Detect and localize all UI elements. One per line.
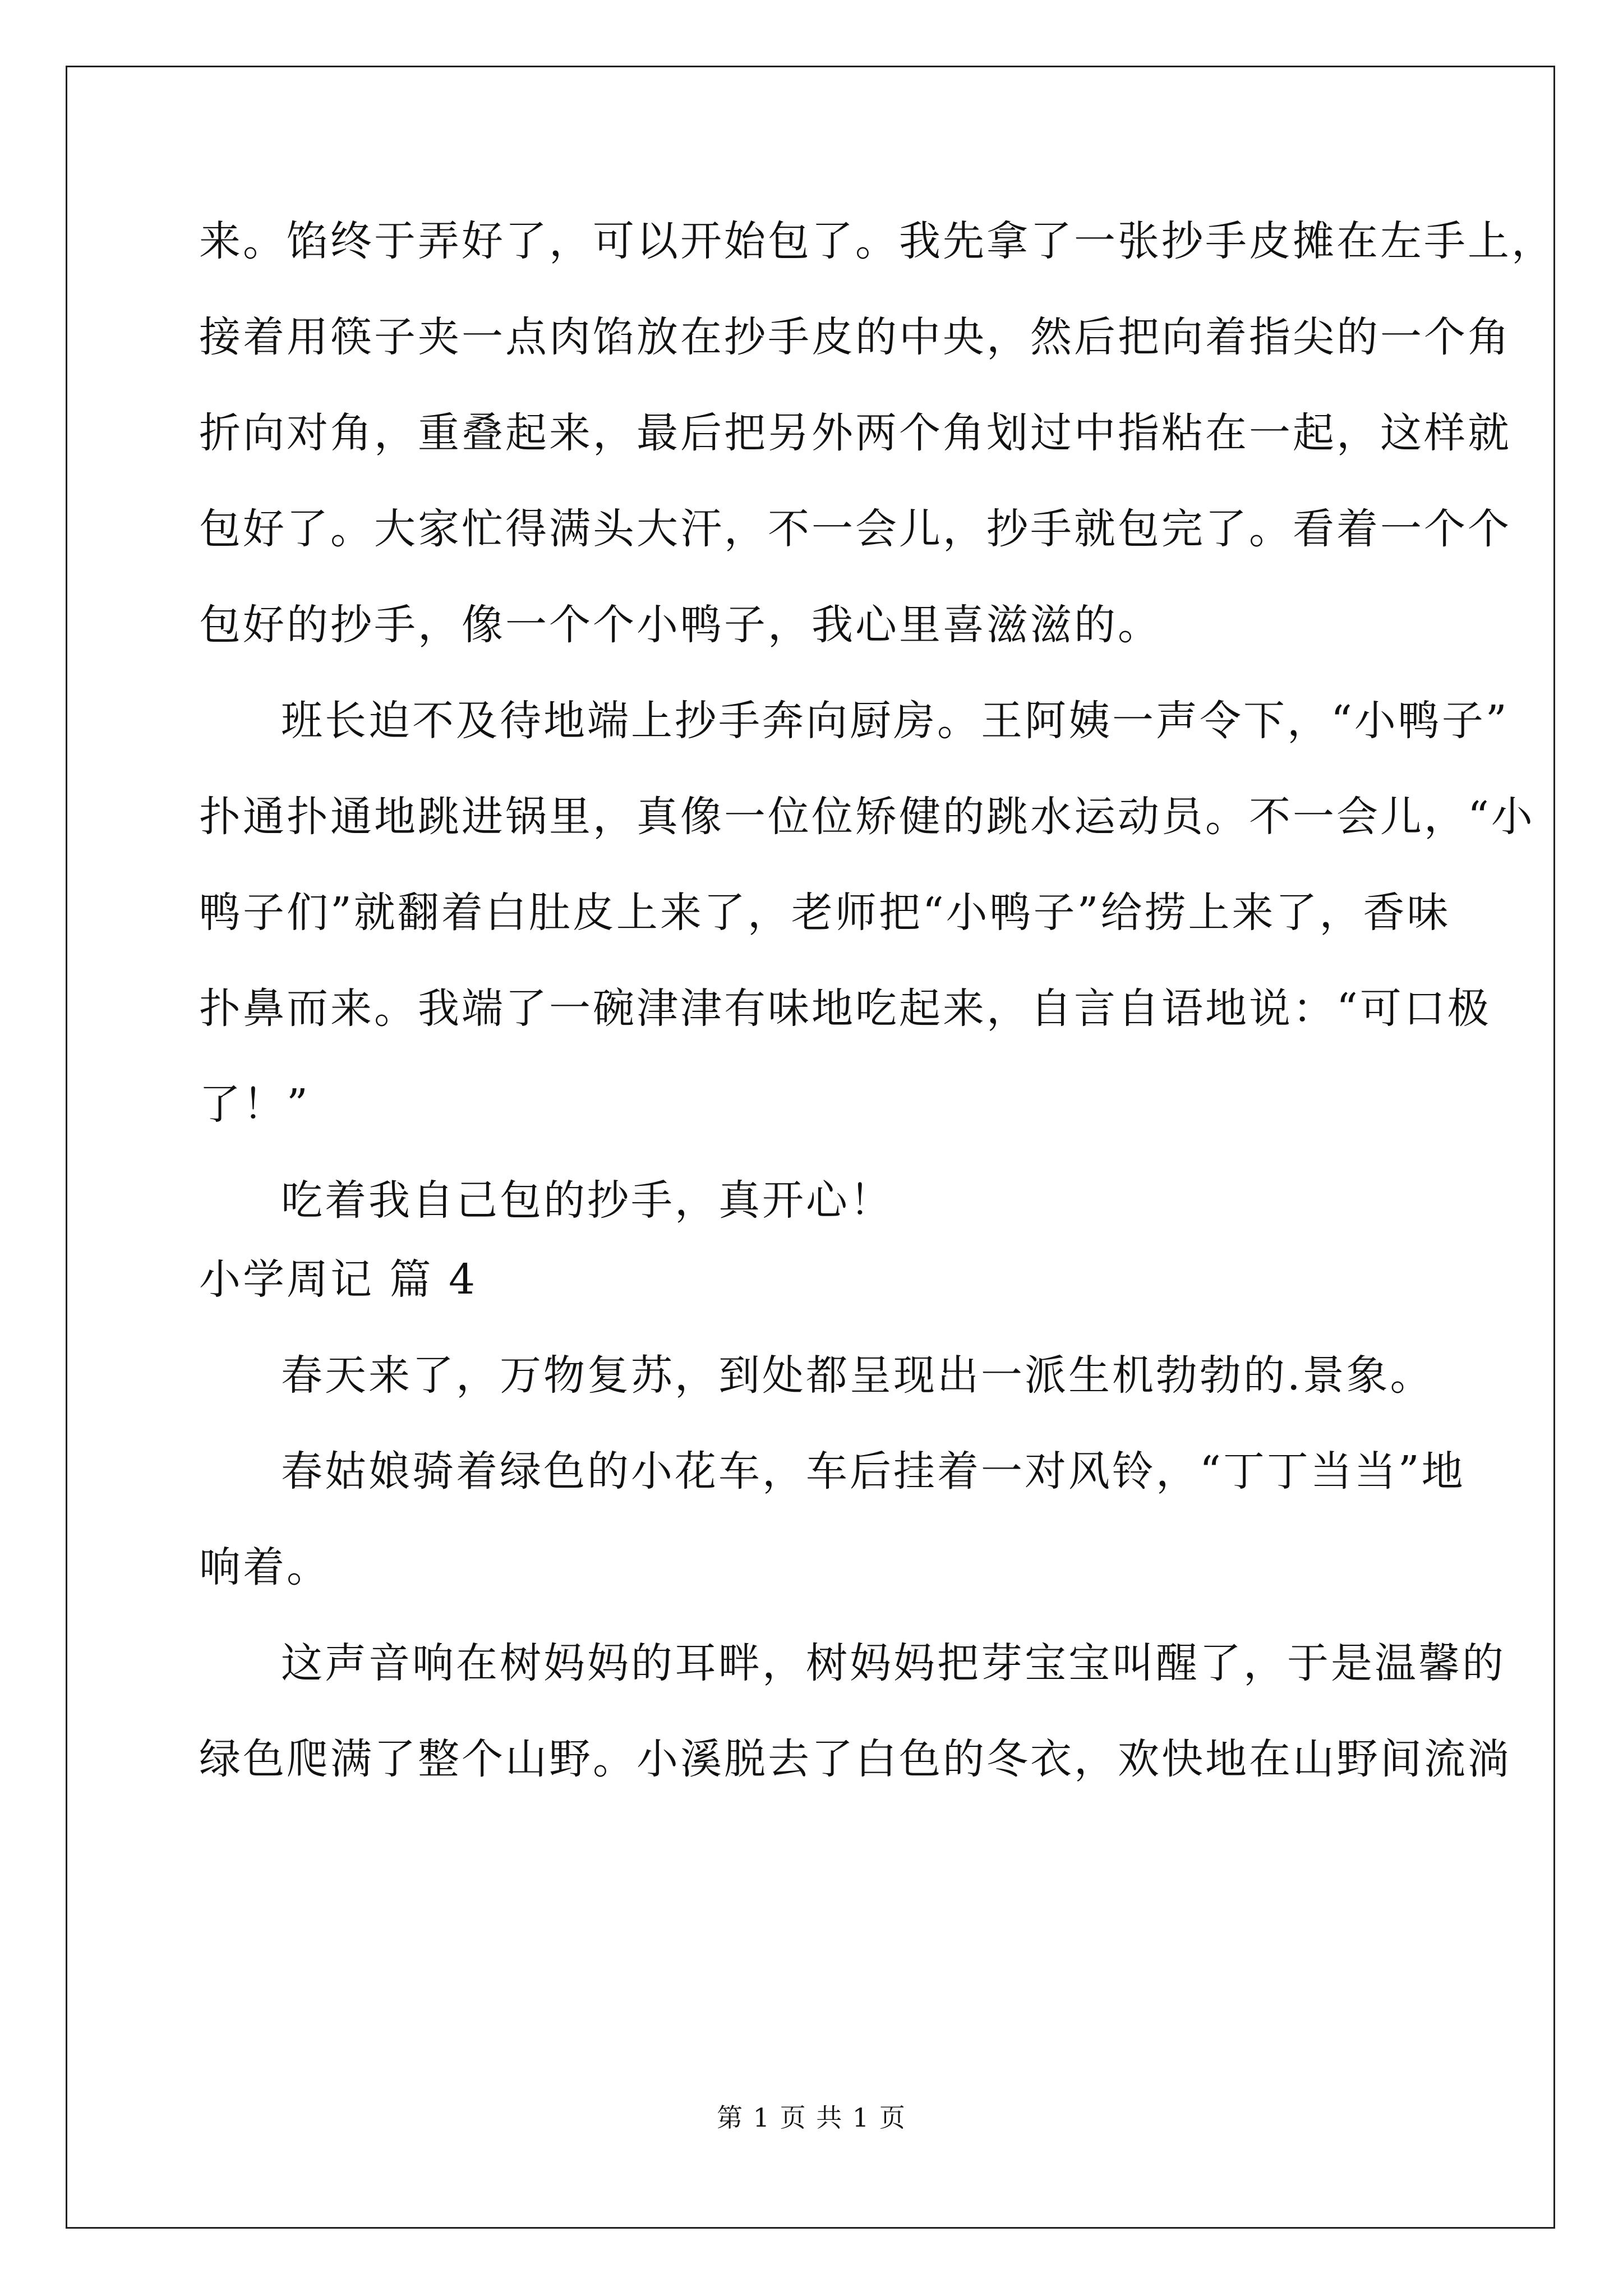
section-heading: 小学周记 篇 4 bbox=[199, 1255, 478, 1304]
text-line-2: 接着用筷子夹一点肉馅放在抄手皮的中央，然后把向着指尖的一个角 bbox=[199, 313, 1511, 361]
text-line-1: 来。馅终于弄好了，可以开始包了。我先拿了一张抄手皮摊在左手上， bbox=[199, 217, 1555, 265]
text-line-3: 折向对角，重叠起来，最后把另外两个角划过中指粘在一起，这样就 bbox=[199, 409, 1511, 457]
paragraph-4-start: 春天来了，万物复苏，到处都呈现出一派生机勃勃的.景象。 bbox=[281, 1351, 1434, 1400]
text-line-17: 绿色爬满了整个山野。小溪脱去了白色的冬衣，欢快地在山野间流淌 bbox=[199, 1735, 1511, 1783]
text-line-9: 扑鼻而来。我端了一碗津津有味地吃起来，自言自语地说：“可口极 bbox=[199, 984, 1491, 1033]
page-footer: 第 1 页 共 1 页 bbox=[717, 2102, 906, 2133]
text-line-7: 扑通扑通地跳进锅里，真像一位位矫健的跳水运动员。不一会儿，“小 bbox=[199, 793, 1535, 841]
paragraph-3-start: 吃着我自己包的抄手，真开心！ bbox=[281, 1176, 893, 1225]
page-border bbox=[66, 66, 1555, 2229]
text-line-4: 包好了。大家忙得满头大汗，不一会儿，抄手就包完了。看着一个个 bbox=[199, 505, 1511, 553]
paragraph-2-start: 班长迫不及待地端上抄手奔向厨房。王阿姨一声令下，“小鸭子” bbox=[281, 697, 1509, 745]
text-line-8: 鸭子们”就翻着白肚皮上来了，老师把“小鸭子”给捞上来了，香味 bbox=[199, 889, 1451, 937]
text-line-10: 了！” bbox=[199, 1080, 310, 1129]
text-line-5: 包好的抄手，像一个个小鸭子，我心里喜滋滋的。 bbox=[199, 601, 1161, 649]
text-line-15: 响着。 bbox=[199, 1543, 330, 1591]
paragraph-5-start: 春姑娘骑着绿色的小花车，车后挂着一对风铃，“丁丁当当”地 bbox=[281, 1447, 1465, 1496]
paragraph-6-start: 这声音响在树妈妈的耳畔，树妈妈把芽宝宝叫醒了，于是温馨的 bbox=[281, 1639, 1506, 1687]
